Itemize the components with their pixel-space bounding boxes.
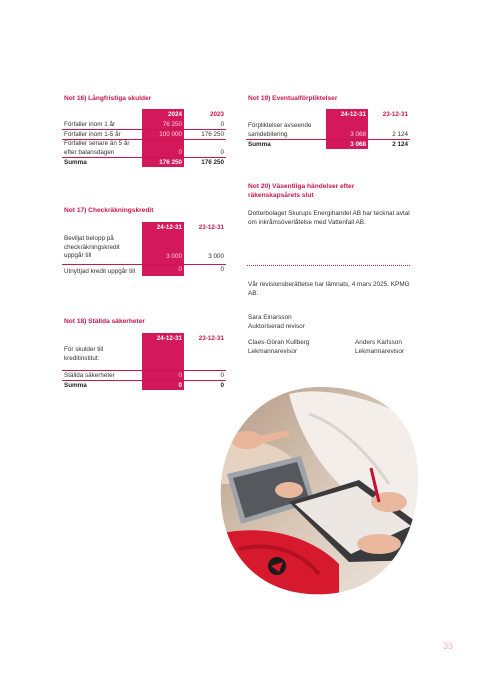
value-2023: 0	[184, 140, 226, 158]
page-number: 33	[443, 641, 454, 651]
value-current	[142, 344, 184, 371]
row-label: Förfaller inom 1 år	[62, 120, 142, 130]
auditor-name: Sara Einarsson	[248, 314, 292, 321]
value-current: 3 068	[326, 120, 368, 140]
value-2023: 0	[184, 120, 226, 130]
value-previous: 0	[220, 266, 224, 273]
row-label: Förpliktelser avseende samdebitering	[246, 120, 326, 140]
audit-statement: Vår revisionsberättelse har lämnats, 4 mars 2025. KPMG AB.	[248, 281, 410, 297]
total-current: 3 068	[326, 140, 368, 150]
row-label: Beviljat belopp på checkräkningskredit uppgår till	[62, 233, 142, 264]
row-label: Förfaller senare än 5 år efter balansdagen	[62, 140, 142, 158]
value-2023: 176 250	[184, 130, 226, 140]
lay-auditor-1-role: Lekmannarevisor	[248, 348, 298, 355]
value-previous: 2 124	[368, 120, 410, 140]
lay-auditor-1-name: Claes-Göran Kullberg	[248, 339, 310, 346]
table-row	[246, 120, 410, 140]
value-current: 3 000	[142, 233, 184, 264]
note18-header-previous: 23-12-31	[198, 335, 224, 342]
value-2024: 76 250	[142, 120, 184, 130]
row-label: Ställda säkerheter	[62, 371, 142, 381]
row-label: Utnyttjad kredit uppgår till	[64, 267, 136, 275]
value-2024: 100 000	[142, 130, 184, 140]
total-2024: 176 250	[142, 158, 184, 168]
photo-hands-laptop-tablet	[219, 384, 419, 596]
lay-auditor-2-role: Lekmannarevisor	[355, 348, 405, 355]
table-row	[62, 233, 226, 264]
table-row	[62, 344, 226, 371]
note16-title: Not 16) Långfristiga skulder	[64, 95, 152, 102]
total-row	[62, 381, 226, 391]
table-row	[62, 371, 226, 381]
note19-header-previous: 23-12-31	[382, 111, 408, 118]
note18-header-current: 24-12-31	[142, 333, 184, 344]
total-label: Summa	[64, 382, 87, 389]
note17-title: Not 17) Checkräkningskredit	[64, 207, 154, 214]
note18-title: Not 18) Ställda säkerheter	[64, 318, 145, 325]
table-row	[62, 140, 226, 158]
note19-title: Not 19) Eventualförpliktelser	[248, 95, 338, 102]
total-2023: 176 250	[201, 159, 224, 166]
total-row	[62, 158, 226, 168]
lay-auditor-2-name: Anders Karlsson	[355, 339, 402, 346]
total-row	[246, 140, 410, 150]
note16-table	[62, 109, 226, 167]
note20-title-line2: räkenskapsårets slut	[248, 192, 314, 199]
note17-header-current: 24-12-31	[142, 222, 184, 233]
note20-title-line1: Not 20) Väsentliga händelser efter	[248, 183, 355, 190]
total-label: Summa	[64, 159, 87, 166]
note20-text: Dotterbolaget Skurups Energihandel AB har tecknat avtal om inkråmsöverlåtelse med Vattenfall AB.	[248, 210, 410, 226]
value-previous: 0	[184, 371, 226, 381]
value-2024: 0	[142, 140, 184, 158]
note16-header-2023: 2023	[209, 111, 224, 118]
table-row	[62, 130, 226, 140]
dotted-divider	[247, 265, 410, 266]
value-previous: 3 000	[184, 233, 226, 264]
total-previous: 0	[220, 382, 224, 389]
row-label: Förfaller inom 1-5 år	[62, 130, 142, 140]
note17-header-previous: 23-12-31	[198, 224, 224, 231]
value-previous	[184, 344, 226, 371]
value-current: 0	[142, 264, 184, 276]
table-row	[62, 120, 226, 130]
note19-header-current: 24-12-31	[326, 109, 368, 120]
total-current: 0	[142, 381, 184, 391]
table-row	[62, 264, 226, 276]
value-current: 0	[142, 371, 184, 381]
row-label: För skulder till kreditinstitut:	[62, 344, 142, 371]
note18-table	[62, 333, 226, 390]
note17-table	[62, 222, 226, 276]
note19-table	[246, 109, 410, 149]
total-previous: 2 124	[392, 141, 408, 148]
note16-header-2024: 2024	[142, 109, 184, 120]
auditor-role: Auktoriserad revisor	[248, 323, 305, 330]
total-label: Summa	[248, 141, 271, 148]
